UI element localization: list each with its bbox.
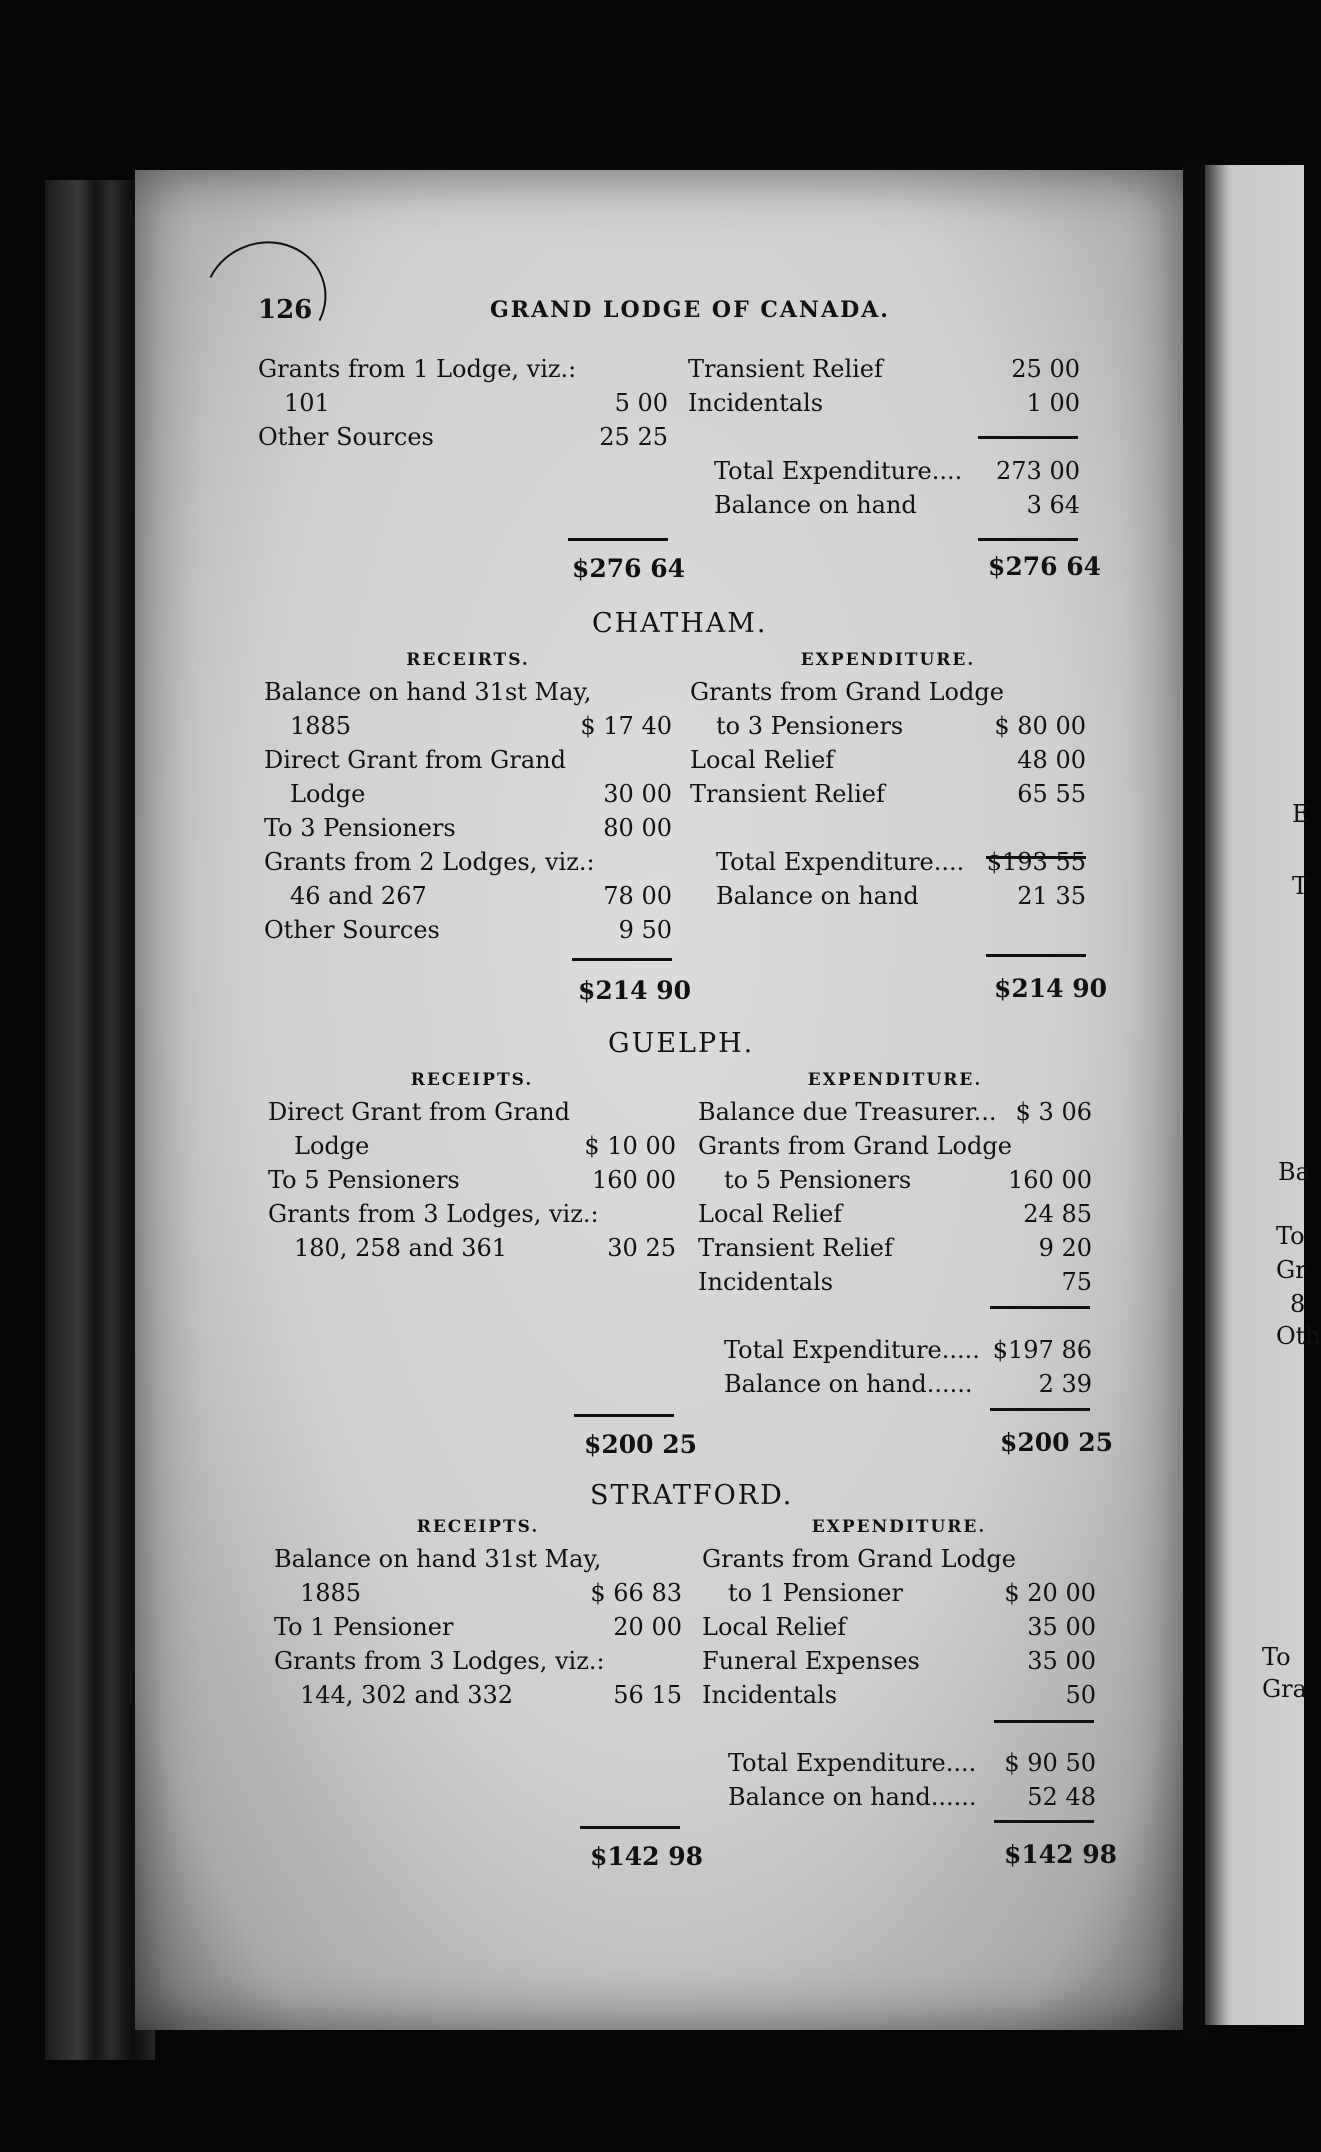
ledger-row: to 5 Pensioners 160 00 bbox=[724, 1166, 1092, 1194]
ledger-row: 101 5 00 bbox=[284, 389, 668, 417]
facing-page-fragment: Oth bbox=[1276, 1322, 1321, 1350]
subtotal-rule bbox=[978, 436, 1078, 439]
ledger-row: Transient Relief 9 20 bbox=[698, 1234, 1092, 1262]
chatham-expenditure-column bbox=[690, 645, 1086, 913]
ledger-row: 144, 302 and 332 56 15 bbox=[300, 1681, 682, 1709]
ledger-row: Incidentals 50 bbox=[702, 1681, 1096, 1709]
ledger-row: Lodge 30 00 bbox=[290, 780, 672, 808]
total-rule bbox=[994, 1820, 1094, 1823]
page-header bbox=[258, 295, 1078, 331]
ledger-row: Transient Relief 25 00 bbox=[688, 355, 1080, 383]
top-receipts-column bbox=[258, 352, 668, 454]
ledger-row: Grants from Grand Lodge bbox=[698, 1132, 1012, 1160]
ledger-row: Total Expenditure.... $ 90 50 bbox=[728, 1749, 1096, 1777]
chatham-receipts-column bbox=[264, 645, 672, 947]
receipts-total: $276 64 bbox=[572, 554, 686, 583]
stratford-expenditure-column bbox=[702, 1512, 1096, 1814]
receipts-total: $200 25 bbox=[584, 1430, 698, 1459]
ledger-row: Incidentals 1 00 bbox=[688, 389, 1080, 417]
total-rule bbox=[574, 1414, 674, 1417]
ledger-row: 46 and 267 78 00 bbox=[290, 882, 672, 910]
ledger-row: Grants from 3 Lodges, viz.: bbox=[274, 1647, 605, 1675]
ledger-row: Balance on hand 21 35 bbox=[716, 882, 1086, 910]
stratford-receipts-column bbox=[274, 1512, 682, 1712]
facing-page-fragment: E bbox=[1292, 800, 1310, 828]
ledger-row: Balance on hand 31st May, bbox=[274, 1545, 602, 1573]
ledger-row: Balance on hand...... 2 39 bbox=[724, 1370, 1092, 1398]
expenditure-total: $276 64 bbox=[988, 552, 1102, 581]
ledger-row: Grants from Grand Lodge bbox=[690, 678, 1004, 706]
subtotal-rule bbox=[986, 856, 1086, 859]
running-head: GRAND LODGE OF CANADA. bbox=[490, 297, 890, 323]
section-title-guelph: GUELPH. bbox=[608, 1028, 755, 1059]
total-rule bbox=[568, 538, 668, 541]
page-gutter bbox=[1183, 160, 1207, 2040]
expenditure-total: $214 90 bbox=[994, 974, 1108, 1003]
facing-page-fragment: Gr bbox=[1276, 1256, 1307, 1284]
guelph-expenditure-column bbox=[698, 1065, 1092, 1401]
ledger-row: 1885 $ 17 40 bbox=[290, 712, 672, 740]
facing-page-fragment: To bbox=[1262, 1643, 1291, 1671]
subtotal-rule bbox=[994, 1720, 1094, 1723]
ledger-spacer bbox=[698, 1299, 1092, 1333]
ledger-row: to 3 Pensioners $ 80 00 bbox=[716, 712, 1086, 740]
facing-page-edge bbox=[1205, 165, 1304, 2025]
receipts-heading: RECEIPTS. bbox=[410, 1070, 534, 1090]
ledger-row: 1885 $ 66 83 bbox=[300, 1579, 682, 1607]
ledger-spacer bbox=[690, 811, 1086, 845]
ledger-spacer bbox=[702, 1712, 1096, 1746]
section-title-stratford: STRATFORD. bbox=[590, 1480, 794, 1511]
expenditure-heading: EXPENDITURE. bbox=[811, 1517, 987, 1537]
section-title-chatham: CHATHAM. bbox=[592, 608, 768, 639]
total-rule bbox=[580, 1826, 680, 1829]
ledger-row: To 1 Pensioner 20 00 bbox=[274, 1613, 682, 1641]
ledger-row: Balance on hand 3 64 bbox=[714, 491, 1080, 519]
ledger-row: Local Relief 48 00 bbox=[690, 746, 1086, 774]
ledger-row: Grants from 1 Lodge, viz.: bbox=[258, 355, 577, 383]
expenditure-total: $142 98 bbox=[1004, 1840, 1118, 1869]
facing-page-fragment: 8 bbox=[1290, 1290, 1306, 1318]
ledger-row: Total Expenditure.... 273 00 bbox=[714, 457, 1080, 485]
expenditure-heading: EXPENDITURE. bbox=[800, 650, 976, 670]
ledger-row: Direct Grant from Grand bbox=[264, 746, 566, 774]
ledger-row: Transient Relief 65 55 bbox=[690, 780, 1086, 808]
facing-page-fragment: Gra bbox=[1262, 1675, 1307, 1703]
ledger-row: Direct Grant from Grand bbox=[268, 1098, 570, 1126]
ledger-row: Local Relief 35 00 bbox=[702, 1613, 1096, 1641]
subtotal-rule bbox=[990, 1306, 1090, 1309]
receipts-total: $142 98 bbox=[590, 1842, 704, 1871]
expenditure-total: $200 25 bbox=[1000, 1428, 1114, 1457]
ledger-row: Incidentals 75 bbox=[698, 1268, 1092, 1296]
receipts-heading: RECEIRTS. bbox=[406, 650, 530, 670]
facing-page-fragment: Ba bbox=[1278, 1158, 1310, 1186]
ledger-row: Grants from 3 Lodges, viz.: bbox=[268, 1200, 599, 1228]
total-rule bbox=[572, 958, 672, 961]
ledger-row: Other Sources 25 25 bbox=[258, 423, 668, 451]
total-rule bbox=[986, 954, 1086, 957]
ledger-row: Grants from 2 Lodges, viz.: bbox=[264, 848, 595, 876]
facing-page-fragment: T bbox=[1292, 872, 1309, 900]
ledger-row: Lodge $ 10 00 bbox=[294, 1132, 676, 1160]
ledger-row: Total Expenditure..... $197 86 bbox=[724, 1336, 1092, 1364]
facing-page-fragment: To bbox=[1276, 1222, 1305, 1250]
total-rule bbox=[990, 1408, 1090, 1411]
expenditure-heading: EXPENDITURE. bbox=[807, 1070, 983, 1090]
page-number: 126 bbox=[258, 295, 313, 325]
ledger-row: Balance on hand...... 52 48 bbox=[728, 1783, 1096, 1811]
ledger-row: to 1 Pensioner $ 20 00 bbox=[728, 1579, 1096, 1607]
ledger-row: Balance on hand 31st May, bbox=[264, 678, 592, 706]
ledger-row: 180, 258 and 361 30 25 bbox=[294, 1234, 676, 1262]
receipts-total: $214 90 bbox=[578, 976, 692, 1005]
ledger-row: Grants from Grand Lodge bbox=[702, 1545, 1016, 1573]
ledger-row: Balance due Treasurer... $ 3 06 bbox=[698, 1098, 1092, 1126]
ledger-row: Other Sources 9 50 bbox=[264, 916, 672, 944]
guelph-receipts-column bbox=[268, 1065, 676, 1265]
total-rule bbox=[978, 538, 1078, 541]
ledger-row: Funeral Expenses 35 00 bbox=[702, 1647, 1096, 1675]
ledger-row: To 5 Pensioners 160 00 bbox=[268, 1166, 676, 1194]
ledger-row: To 3 Pensioners 80 00 bbox=[264, 814, 672, 842]
ledger-row: Total Expenditure.... $193 55 bbox=[716, 848, 1086, 876]
receipts-heading: RECEIPTS. bbox=[416, 1517, 540, 1537]
ledger-row: Local Relief 24 85 bbox=[698, 1200, 1092, 1228]
